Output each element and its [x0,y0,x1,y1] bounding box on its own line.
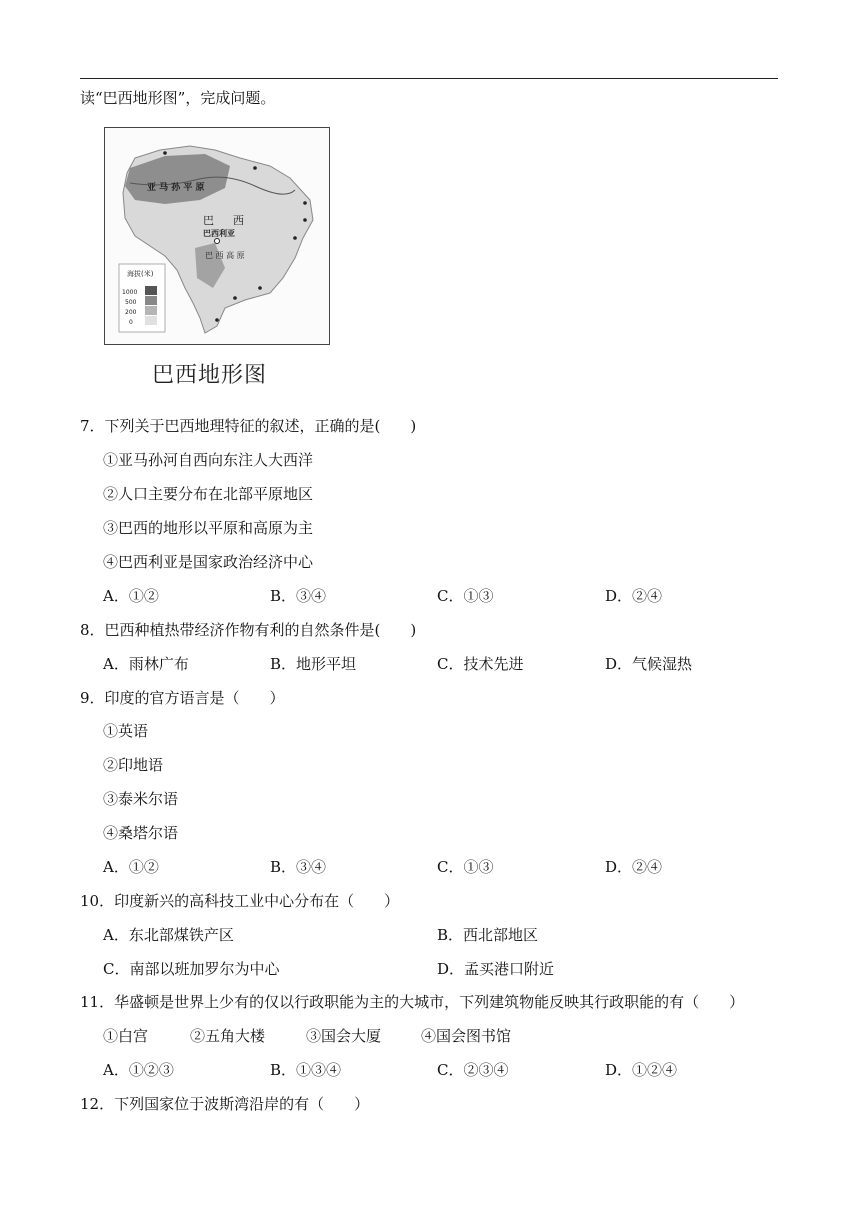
q11-option-d[interactable]: D．①②④ [605,1061,678,1079]
q10-option-a[interactable]: A．东北部煤铁产区 [103,926,234,944]
brazil-terrain-map [104,127,330,345]
map-graphic [105,128,328,343]
q11-stem: 11．华盛顿是世界上少有的仅以行政职能为主的大城市，下列建筑物能反映其行政职能的有（ ） [80,993,745,1011]
map-label-capital: 巴西利亚 [203,229,235,238]
map-label-plain: 亚 马 孙 平 原 [147,183,205,193]
legend-value-500: 500 [125,299,137,306]
q7-option-a[interactable]: A．①② [103,587,159,605]
map-label-plateau: 巴 西 高 原 [205,251,245,260]
q11-option-b[interactable]: B．①③④ [270,1061,342,1079]
q7-option-c[interactable]: C．①③ [437,587,494,605]
q11-item-4: ④国会图书馆 [421,1027,512,1045]
q10-option-c[interactable]: C．南部以班加罗尔为中心 [103,960,280,978]
q7-option-d[interactable]: D．②④ [605,587,663,605]
q7-item-2: ②人口主要分布在北部平原地区 [103,485,314,503]
q7-item-3: ③巴西的地形以平原和高原为主 [103,519,314,537]
q11-item-3: ③国会大厦 [306,1027,382,1045]
intro-text: 读“巴西地形图”，完成问题。 [80,89,276,107]
legend-value-200: 200 [125,309,137,316]
q7-stem: 7．下列关于巴西地理特征的叙述，正确的是( ) [80,417,417,435]
q9-item-1: ①英语 [103,722,149,740]
q9-option-a[interactable]: A．①② [103,858,159,876]
q9-option-b[interactable]: B．③④ [270,858,327,876]
q8-option-c[interactable]: C．技术先进 [437,655,524,673]
map-caption: 巴西地形图 [152,363,268,388]
capital-marker [215,239,220,244]
q10-option-b[interactable]: B．西北部地区 [437,926,539,944]
q7-item-1: ①亚马孙河自西向东注人大西洋 [103,451,314,469]
q8-option-b[interactable]: B．地形平坦 [270,655,357,673]
q10-option-d[interactable]: D．孟买港口附近 [437,960,555,978]
legend-value-0: 0 [129,319,133,326]
header-rule [80,78,778,79]
q9-option-d[interactable]: D．②④ [605,858,663,876]
q11-item-1: ①白宫 [103,1027,149,1045]
q9-item-4: ④桑塔尔语 [103,824,179,842]
q7-item-4: ④巴西利亚是国家政治经济中心 [103,553,314,571]
map-label-country-b: 西 [233,214,244,227]
q9-item-2: ②印地语 [103,756,164,774]
elevation-legend [119,264,165,332]
q11-item-2: ②五角大楼 [190,1027,266,1045]
q9-option-c[interactable]: C．①③ [437,858,494,876]
q8-option-a[interactable]: A．雨林广布 [103,655,189,673]
q10-stem: 10．印度新兴的高科技工业中心分布在（ ） [80,892,400,910]
q9-stem: 9．印度的官方语言是（ ） [80,689,285,707]
legend-value-1000: 1000 [122,289,138,296]
q12-stem: 12．下列国家位于波斯湾沿岸的有（ ） [80,1095,370,1113]
q8-option-d[interactable]: D．气候湿热 [605,655,693,673]
q7-option-b[interactable]: B．③④ [270,587,327,605]
legend-title: 海拔(米) [127,270,154,278]
q11-option-c[interactable]: C．②③④ [437,1061,509,1079]
q8-stem: 8．巴西种植热带经济作物有利的自然条件是( ) [80,621,417,639]
q9-item-3: ③泰米尔语 [103,790,179,808]
map-label-country-a: 巴 [203,214,214,227]
q11-option-a[interactable]: A．①②③ [103,1061,174,1079]
